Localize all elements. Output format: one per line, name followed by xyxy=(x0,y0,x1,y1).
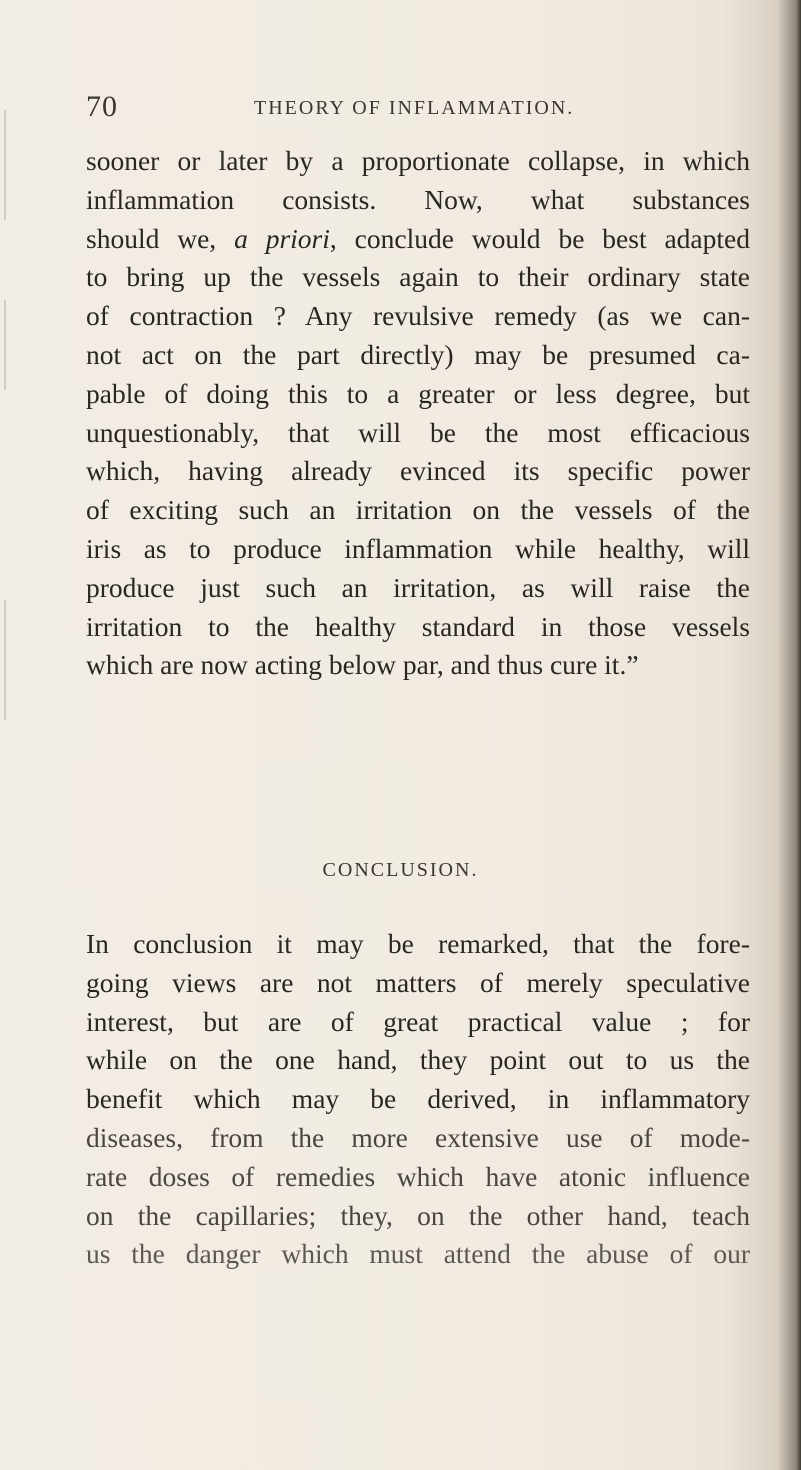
text-line: of contraction ? Any revulsive remedy (as we can- xyxy=(86,300,750,332)
text-run: should we, xyxy=(86,222,235,254)
text-line: In conclusion it may be remarked, that the fore- xyxy=(86,928,750,959)
text-line: irritation to the healthy standard in those vessels xyxy=(86,610,750,642)
text-line: sooner or later by a proportionate collapse, in which xyxy=(86,145,750,176)
italic-phrase: a priori xyxy=(234,222,330,254)
text-line: to bring up the vessels again to their ordinary state xyxy=(86,261,750,293)
text-line: while on the one hand, they point out to us the xyxy=(86,1044,750,1076)
text-line: not act on the part directly) may be presumed ca- xyxy=(86,338,750,370)
page-edge-mark xyxy=(4,110,6,220)
text-line: inflammation consists. Now, what substances xyxy=(86,183,750,215)
text-line: which, having already evinced its specific power xyxy=(86,455,750,487)
text-line: going views are not matters of merely speculative xyxy=(86,966,750,998)
text-line: iris as to produce inflammation while healthy, will xyxy=(86,532,750,564)
text-line: pable of doing this to a greater or less degree, but xyxy=(86,377,750,409)
text-line: of exciting such an irritation on the vessels of the xyxy=(86,494,750,526)
text-line: which are now acting below par, and thus cure it.” xyxy=(86,649,639,681)
text-line: unquestionably, that will be the most efficacious xyxy=(86,416,750,448)
text-run: , conclude would be best adapted xyxy=(329,222,750,254)
paragraph-continuation xyxy=(86,142,750,685)
section-heading: CONCLUSION. xyxy=(322,859,479,881)
page-number: 70 xyxy=(86,90,118,123)
running-head xyxy=(86,90,646,130)
text-line: interest, but are of great practical value ; for xyxy=(86,1005,750,1037)
running-title: THEORY OF INFLAMMATION. xyxy=(254,97,575,119)
text-line: diseases, from the more extensive use of mode- xyxy=(86,1121,750,1153)
page-edge-mark xyxy=(4,300,6,390)
text-line: us the danger which must attend the abuse of our xyxy=(86,1238,750,1270)
page-edge-mark xyxy=(4,600,6,720)
paragraph-conclusion xyxy=(86,925,750,1274)
text-line: benefit which may be derived, in inflammatory xyxy=(86,1083,750,1115)
text-line: produce just such an irritation, as will raise the xyxy=(86,571,750,603)
text-line: rate doses of remedies which have atonic influence xyxy=(86,1160,750,1192)
text-line-with-italic xyxy=(86,220,750,259)
text-line: on the capillaries; they, on the other hand, teach xyxy=(86,1199,750,1231)
